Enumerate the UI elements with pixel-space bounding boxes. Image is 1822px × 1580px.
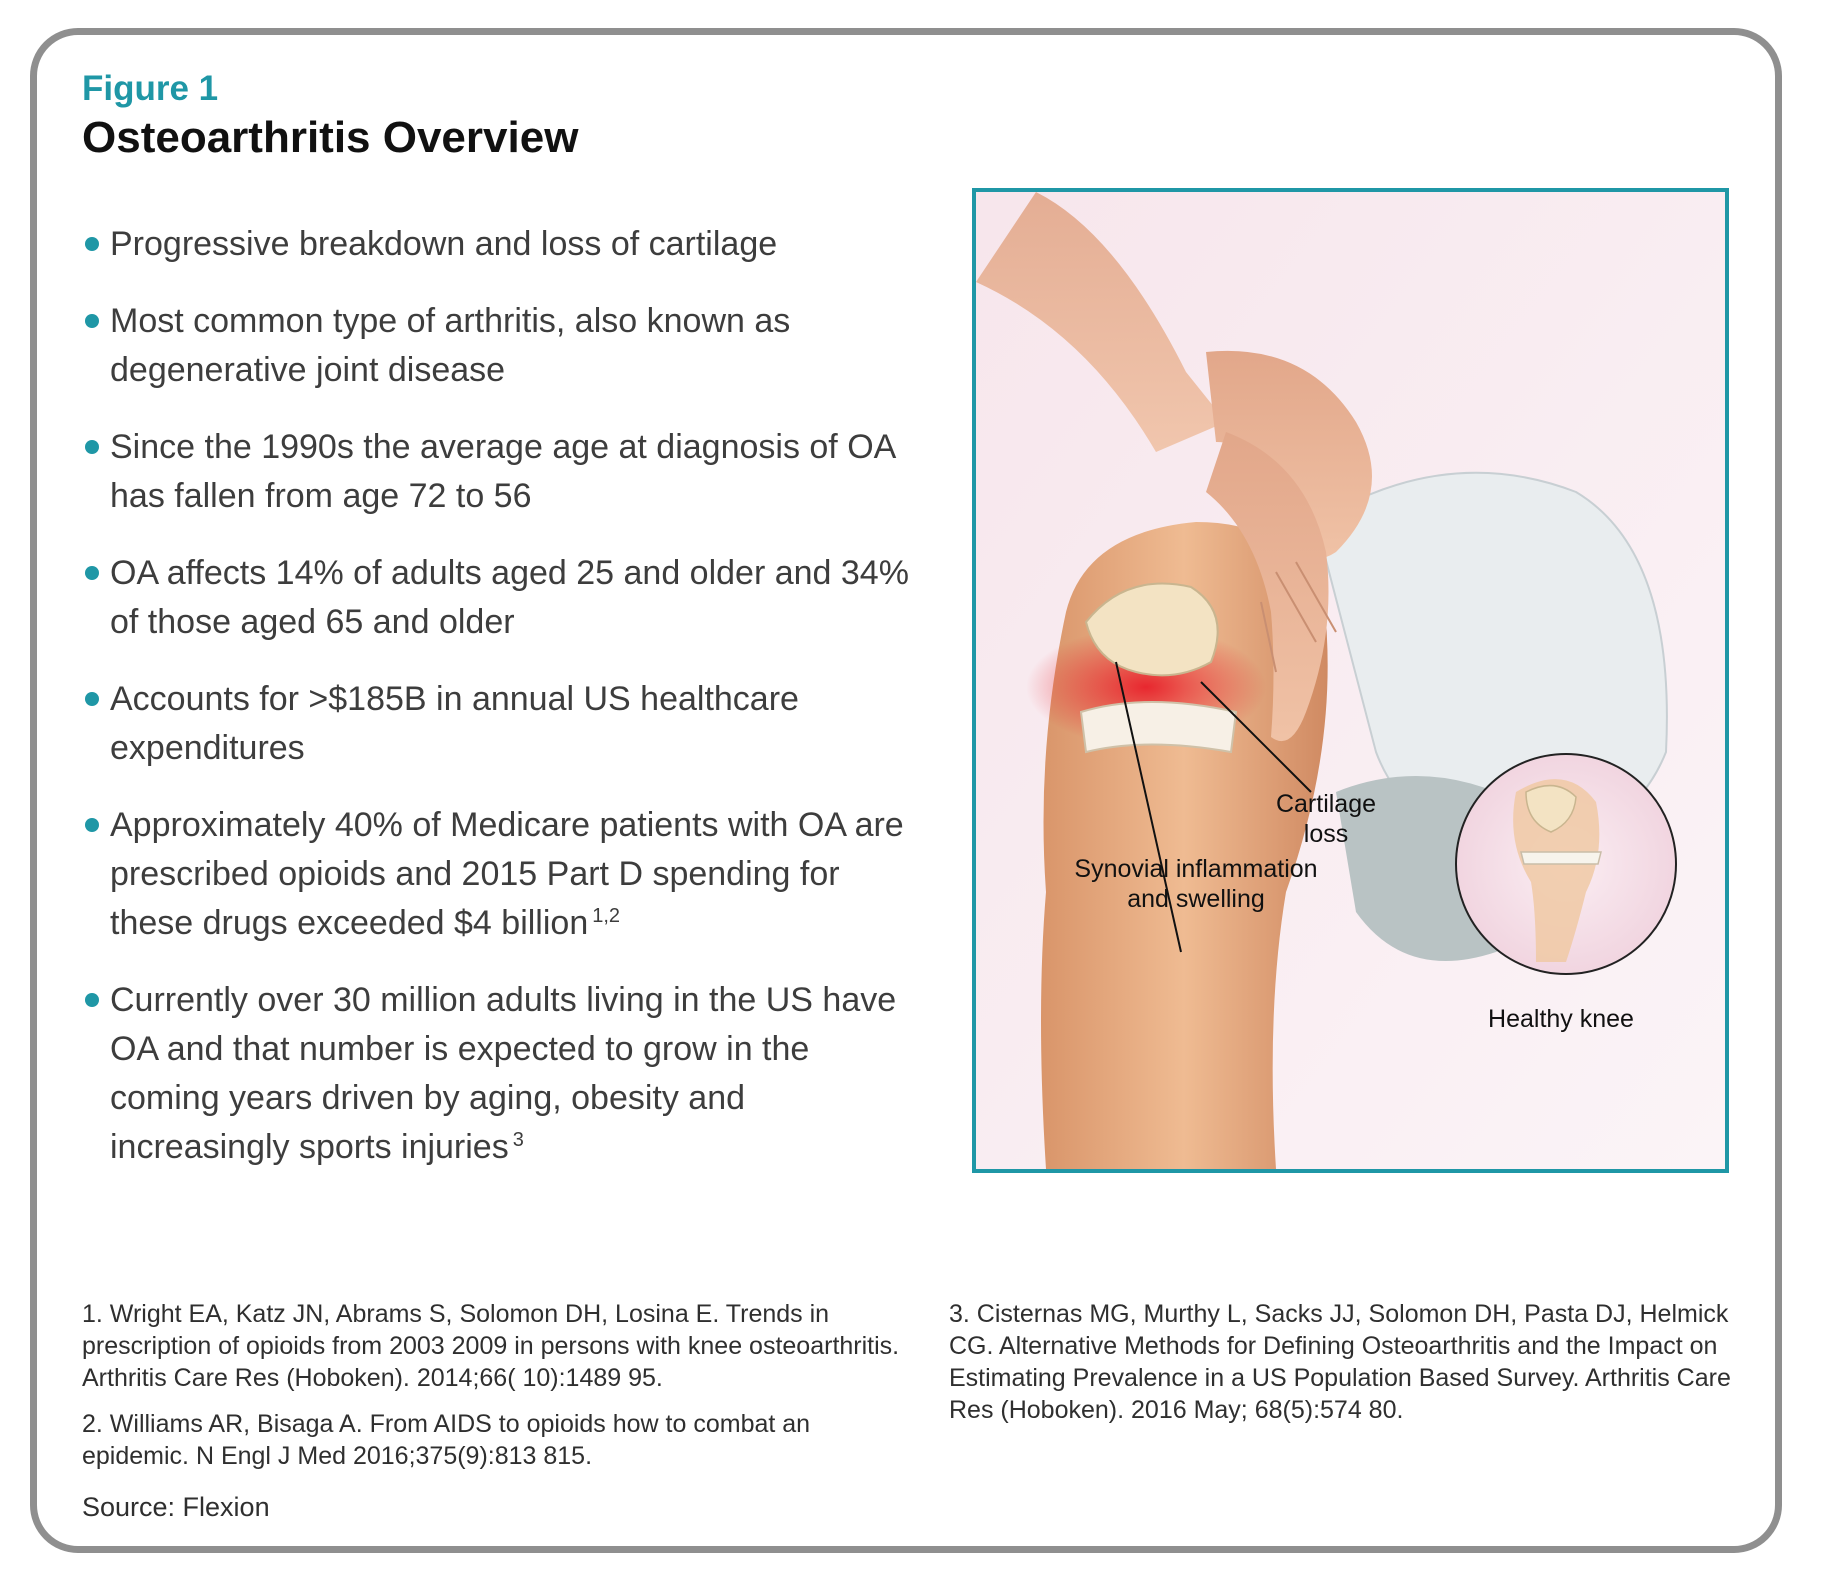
figure-card (30, 28, 1782, 1553)
bullet-dot-icon (85, 818, 99, 832)
bullet-text: Most common type of arthritis, also known as degenerative joint disease (110, 302, 791, 389)
bullet-text: Progressive breakdown and loss of cartilage (110, 225, 778, 263)
bullet-text: OA affects 14% of adults aged 25 and older and 34% of those aged 65 and older (110, 554, 909, 641)
bullet-item (83, 297, 913, 395)
bullet-dot-icon (85, 440, 99, 454)
bullet-item (83, 976, 913, 1172)
tibia-cartilage-shape (1081, 702, 1236, 752)
bullet-item (83, 220, 913, 269)
references-left-column (82, 1298, 912, 1523)
figure-title: Osteoarthritis Overview (82, 113, 579, 162)
synovial-label-line1: Synovial inflammation (1074, 855, 1318, 883)
cartilage-label-line1: Cartilage (1275, 790, 1377, 818)
bullet-dot-icon (85, 237, 99, 251)
bullet-text: Approximately 40% of Medicare patients with OA are prescribed opioids and 2015 Part D spending for these drugs exceeded $4 billion (110, 806, 904, 942)
knee-illustration (976, 192, 1725, 1169)
bullet-item (83, 549, 913, 647)
figure-label: Figure 1 (82, 69, 219, 108)
source-note: Source: Flexion (82, 1492, 270, 1522)
bullet-item (83, 423, 913, 521)
healthy-knee-label: Healthy knee (1488, 1005, 1634, 1033)
reference-1: 1. Wright EA, Katz JN, Abrams S, Solomon DH, Losina E. Trends in prescription of opioids from 2003 2009 in persons with knee osteoarthritis. Arthritis Care Res (Hoboken). 2014;66( 10):1489 95. (82, 1300, 900, 1392)
citation-superscript: 3 (512, 1128, 524, 1151)
bullet-dot-icon (85, 692, 99, 706)
knee-illustration-frame (972, 188, 1729, 1173)
bullet-text: Currently over 30 million adults living in the US have OA and that number is expected to grow in the coming years driven by aging, obesity and increasingly sports injuries (110, 981, 897, 1166)
bullet-item (83, 801, 913, 948)
cartilage-label-line2: loss (1303, 820, 1349, 848)
citation-superscript: 1,2 (592, 904, 621, 927)
bullet-text: Accounts for >$185B in annual US healthcare expenditures (110, 680, 799, 767)
bullet-text: Since the 1990s the average age at diagnosis of OA has fallen from age 72 to 56 (110, 428, 895, 515)
healthy-knee-cartilage-shape (1521, 852, 1601, 864)
reference-2: 2. Williams AR, Bisaga A. From AIDS to opioids how to combat an epidemic. N Engl J Med 2016;375(9):813 815. (82, 1410, 811, 1470)
references-right-column (949, 1298, 1749, 1440)
reference-3: 3. Cisternas MG, Murthy L, Sacks JJ, Solomon DH, Pasta DJ, Helmick CG. Alternative Methods for Defining Osteoarthritis and the Impact on Estimating Prevalence in a US Population Based Survey. Arthritis Care Res (Hoboken). 2016 May; 68(5):574 80. (949, 1300, 1731, 1424)
bullet-dot-icon (85, 314, 99, 328)
bullet-item (83, 675, 913, 773)
synovial-label-line2: and swelling (1127, 885, 1265, 913)
bullet-list (83, 220, 913, 1200)
bullet-dot-icon (85, 566, 99, 580)
bullet-dot-icon (85, 993, 99, 1007)
